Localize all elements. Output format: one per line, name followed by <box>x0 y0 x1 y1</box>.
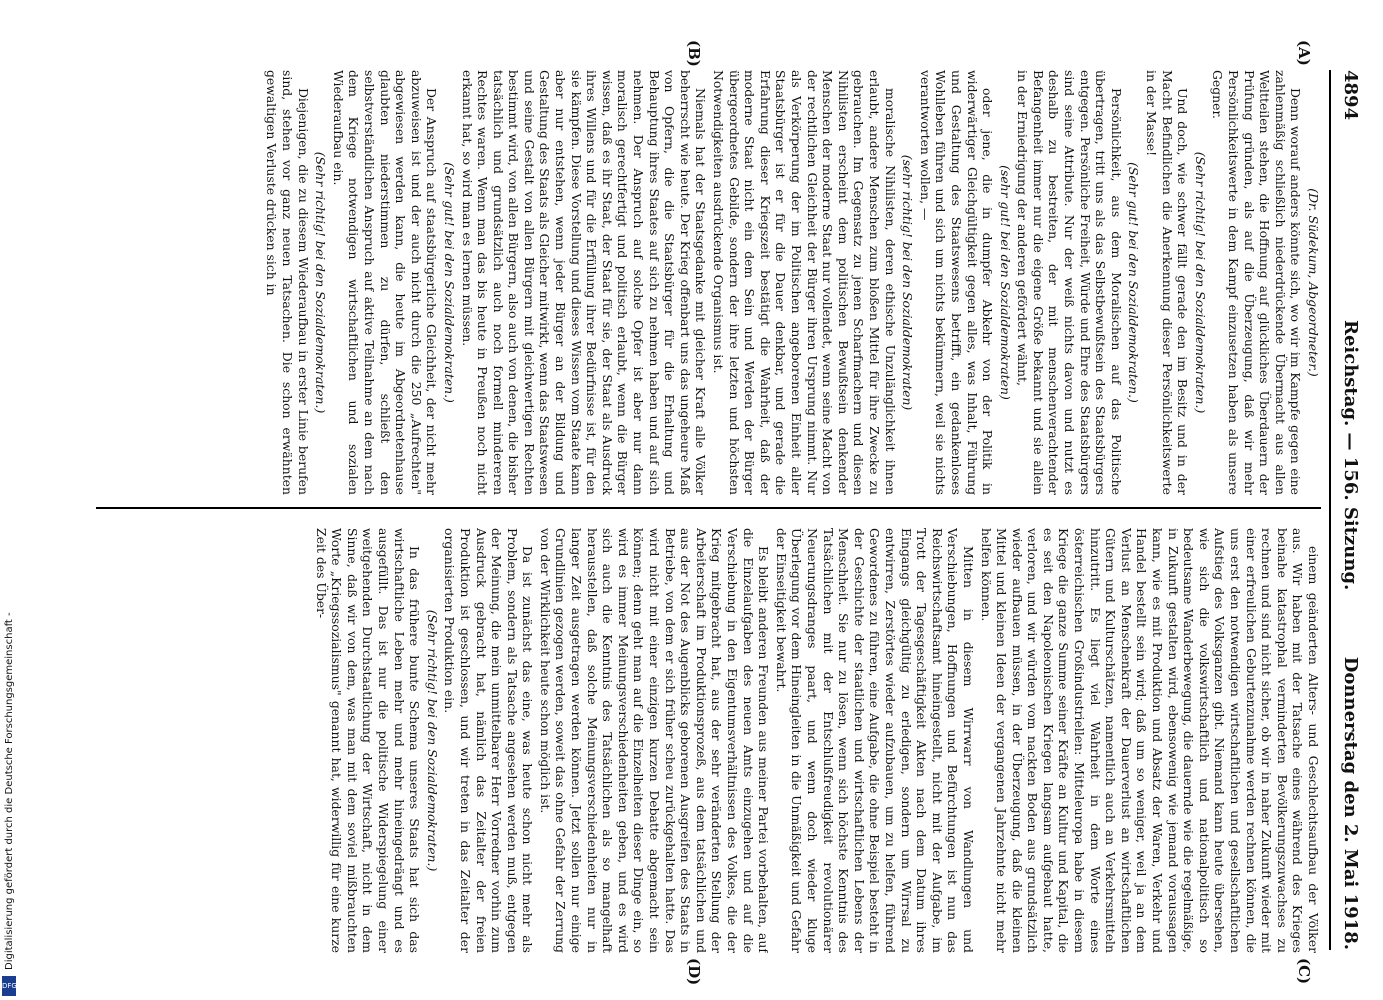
paragraph: (Sehr richtig! bei den Sozialdemokraten.) <box>1192 151 1208 414</box>
margin-marker-a: (A) <box>1295 40 1313 66</box>
margin-marker-c: (C) <box>1295 958 1313 985</box>
paragraph: Niemals hat der Staatsgedanke mit gleicher Kraft alle Völker beherrscht wie heute. Der Krieg offenbart uns das ungeheure Maß von Opfern, die die Staatsbürger für die Erhaltung und Behauptung ihres Staates auf sich zu nehmen haben und auf sich nehmen. Der Anspruch auf solche Opfer ist aber nur dann moralisch gerechtfertigt und politisch erlaubt, wenn die Bürger wissen, daß es ihr Staat, der Staat für sie, der Staat als Ausdruck ihres Willens und für die Erfüllung ihrer Bedürfnisse ist, für den sie kämpfen. Diese Vorstellung und dieses Wissen vom Staate kann aber nur entstehen, wenn jeder Bürger an der Bildung und Gestaltung des Staats als Gleicher mitwirkt, wenn das Staatswesen und seine Gestalt von allen Bürgern mit gleichwertigen Rechten bestimmt wird, von allen Bürgern, also auch von denen, die bisher tatsächlich und grundsätzlich auch noch formell mindereren Rechtes waren. Wenn man das bis heute in Preußen noch nicht erkannt hat, so wird man es lernen müssen. <box>459 70 709 495</box>
paragraph: Diejenigen, die zu diesem Wiederaufbau in erster Linie berufen sind, stehen vor ganz neuen Tatsachen. Die schon erwähnten gewaltigen Verluste drücken sich in <box>264 70 311 495</box>
margin-marker-b: (B) <box>685 40 703 67</box>
paragraph: Und doch, wie schwer fällt gerade den im Besitz und in der Macht Befindlichen die Anerkennung dieser Persönlichkeitswerte in der Masse! <box>1144 70 1191 495</box>
right-text-column <box>91 528 1321 953</box>
paragraph: Mitten in diesem Wirrwarr von Wandlungen und Verschiebungen, Hoffnungen und Befürchtungen ist nun das Reichswirtschaftsamt hineingestellt, nicht mit der Aufgabe, im Trott der Tagesgeschäftigkeit Akten nach dem Datum ihres Eingangs gleichgültig zu erledigen, sondern um Wirrsal zu entwirren, Zerstörtes wieder aufzubauen, um zu helfen, führend Gewordenes zu führen, eine Aufgabe, die ohne Beispiel besteht in der Geschichte der staatlichen und wirtschaftlichen Lebens der Menschheit. Sie nur zu lösen, wenn sich höchste Kenntnis des Tatsächlichen mit der Entschlußfreudigkeit revolutionärer Neuerungsdranges paart, und wenn doch wieder kluge Überlegung vor dem Hineingleiten in die Unmäßigkeit und Gefahr der Einseitigkeit bewahrt. <box>773 528 976 953</box>
paragraph: (sehr richtig! bei den Sozialdemokraten) <box>900 154 916 411</box>
margin-marker-d: (D) <box>685 958 703 986</box>
header-date: Donnerstag den 2. Mai 1918. <box>1340 656 1361 950</box>
page-number: 4894 <box>1340 70 1361 121</box>
paragraph: (sehr gut! bei den Sozialdemokraten) <box>997 165 1013 400</box>
dfg-logo: DFG <box>2 976 16 996</box>
header-rule <box>1329 70 1331 950</box>
paragraph: moralische Nihilisten, deren ethische Unzulänglichkeit ihnen erlaubt, andere Menschen zum bloßen Mittel für ihre Zwecke zu gebrauchen. Im Gegensatz zu jenen Scharfmachern und diesen Nihilisten erscheint dem politischen Bewußtsein denkender Menschen der moderne Staat nur vollendet, wenn seine Macht von der rechtlichen Gleichheit der Bürger ihren Ursprung nimmt. Nur als Verkörperung der im Politischen angeborenen Einheit aller Staatsbürger ist er für die Dauer denkbar, und gerade die Erfahrung dieser Kriegszeit bestätigt die Wahrheit, daß der moderne Staat nicht ein dem Sein und Werden der Bürger übergeordnetes Gebilde, sondern der ihre letzten und höchsten Notwendigkeiten ausdrückende Organismus ist. <box>711 70 898 495</box>
digitization-sidebar <box>0 0 20 1000</box>
paragraph: (Sehr richtig! bei den Sozialdemokraten.) <box>424 609 440 872</box>
paragraph: Es bleibt anderen Freunden aus meiner Partei vorbehalten, auf die Einzelaufgaben des neuen Amts einzugehen und auf die Verschiebung in den Eigentumsverhältnissen des Volkes, die der Krieg mitgebracht hat, aus der sehr veränderten Stellung der Arbeiterschaft im Produktionsprozeß, aus dem tatsächlichen und aus der Not des Augenblicks geborenen Ausgreifen des Staats in Betriebe, von dem er sich früher scheu zurückgehalten hatte. Das wird nicht mit einer einzigen kurzen Debatte abgemacht sein können; denn geht man auf die Einzelheiten dieser Dinge ein, so wird es immer Meinungsverschiedenheiten geben, und es wird sich auch die Kenntnis des Tatsächlichen als so mangelhaft herausstellen, daß solche Meinungsverschiedenheiten nur in langer Zeit ausgetragen werden können. Jetzt sollen nur einige Grundlinien gezogen werden, soweit das ohne Gefahr der Zerrung von der Wirklichkeit heute schon möglich ist. <box>537 528 772 953</box>
page-header <box>1335 70 1361 950</box>
paragraph: Da ist zunächst das eine, was heute schon nicht mehr als Problem, sondern als Tatsache angesehen werden muß, entgegen der Meinung, die mein unmittelbarer Herr Vorredner vorhin zum Ausdruck gebracht hat, nämlich das Zeitalter der freien Produktion ist geschlossen, und wir treten in das Zeitalter der organisierten Produktion ein. <box>442 528 536 953</box>
paragraph: (Sehr richtig! bei den Sozialdemokraten.) <box>313 151 329 414</box>
paragraph: Der Anspruch auf staatsbürgerliche Gleichheit, der nicht mehr abzuweisen ist und der auch nicht durch die 250 „Aufrechten" abgewiesen werden kann, die heute im Abgeordnetenhause glaubten niederstimmen zu dürfen, schließt den selbstverständlichen Anspruch auf aktive Teilnahme an dem nach dem Kriege notwendigen wirtschaftlichen und sozialen Wiederaufbau ein. <box>330 70 440 495</box>
header-title: Reichstag. — 156. Sitzung. <box>1340 320 1361 591</box>
paragraph: (Sehr gut! bei den Sozialdemokraten.) <box>441 162 457 403</box>
paragraph: (Sehr gut! bei den Sozialdemokraten.) <box>1126 162 1142 403</box>
paragraph: Denn worauf anders könnte sich, wo wir im Kampfe gegen eine zahlenmäßig schließlich niederdrückende Übermacht aus allen Weltteilen stehen, die Hoffnung auf glückliches Überdauern der Prüfung gründen, als auf die Überzeugung, daß wir mehr Persönlichkeitswerte in dem Kampf einzusetzen haben als unsere Gegner. <box>1210 70 1304 495</box>
paragraph: In das frühere bunte Schema unseres Staats hat sich das wirtschaftliche Leben mehr und mehr hineingedrängt und es ausgefüllt. Das ist nur die politische Widerspiegelung einer weitgehenden Durchstaatlichung der Wirtschaft, nicht in dem Sinne, daß wir von dem, was man mit dem soviel mißbrauchten Worte „Kriegssozialismus" genannt hat, widerwillig für eine kurze Zeit des Über- <box>313 528 423 953</box>
paragraph: einem geänderten Alters- und Geschlechtsaufbau der Völker aus. Wir haben mit der Tatsache eines während des Krieges beinahe katastrophal verminderten Bevölkerungszuwachses zu rechnen und sind nicht sicher, ob wir in naher Zukunft wieder mit einer erfreulichen Geburtenzunahme werden rechnen können, die uns erst den notwendigen wirtschaftlichen und gesellschaftlichen Aufstieg des Volksganzen gibt. Niemand kann heute übersehen, wie sich die volkswirtschaftlich und nationalpolitisch so bedeutsame Wanderbewegung, die dauernde wie die regelmäßige, in Zukunft gestalten wird, ebensowenig wie jemand voraussagen kann, wie es mit Produktion und Absatz der Waren, Verkehr und Handel bestellt sein wird; daß um so weniger, weil ja an dem Verlust an Menschenkraft der Dauerverlust an wirtschaftlichen Gütern und Kulturschätzen, namentlich auch an Verkehrsmitteln hinzutritt. Es liegt viel Wahrheit in dem Worte eines österreichischen Großindustriellen: Mitteleuropa habe in diesem Kriege die ganze Summe seiner Kräfte an Kultur und Kapital, die es seit den Napoleonischen Kriegen langsam aufgebaut hatte, verloren, und wir würden vom nackten Boden aus grundsätzlich wieder aufbauen müssen, in der Überzeugung, daß die kleinen Mittel und kleinen Ideen der vergangenen Jahrzehnte nicht mehr helfen können. <box>978 528 1321 953</box>
paragraph: Persönlichkeit, aus dem Moralischen auf das Politische übertragen, tritt uns als das Selbstbewußtsein des Staatsbürgers entgegen. Persönliche Freiheit, Würde und Ehre des Staatsbürgers sind seine Attribute. Nur der weiß nichts davon und nutzt es deshalb zu bestreiten, der mit menschenverachtender Befangenheit immer nur die eigene Größe bekannt und sie allein in der Erniedrigung der anderen gefördert wähnt, <box>1015 70 1124 495</box>
digitization-credit: Digitalisierung gefördert durch die Deutsche Forschungsgemeinschaft - <box>4 612 15 970</box>
paragraph: oder jene, die in dumpfer Abkehr von der Politik in widerwärtiger Gleichgültigkeit gegen alles, was Inhalt, Führung und Gestaltung des Staatswesens betrifft, ein gedankenloses Wohlleben führen und sich um nichts bekümmern, weil sie nichts verantworten wollen, — <box>917 70 996 495</box>
paragraph: (Dr. Südekum, Abgeordneter.) <box>1306 188 1321 377</box>
column-divider <box>96 507 1321 509</box>
left-text-column <box>91 70 1321 495</box>
